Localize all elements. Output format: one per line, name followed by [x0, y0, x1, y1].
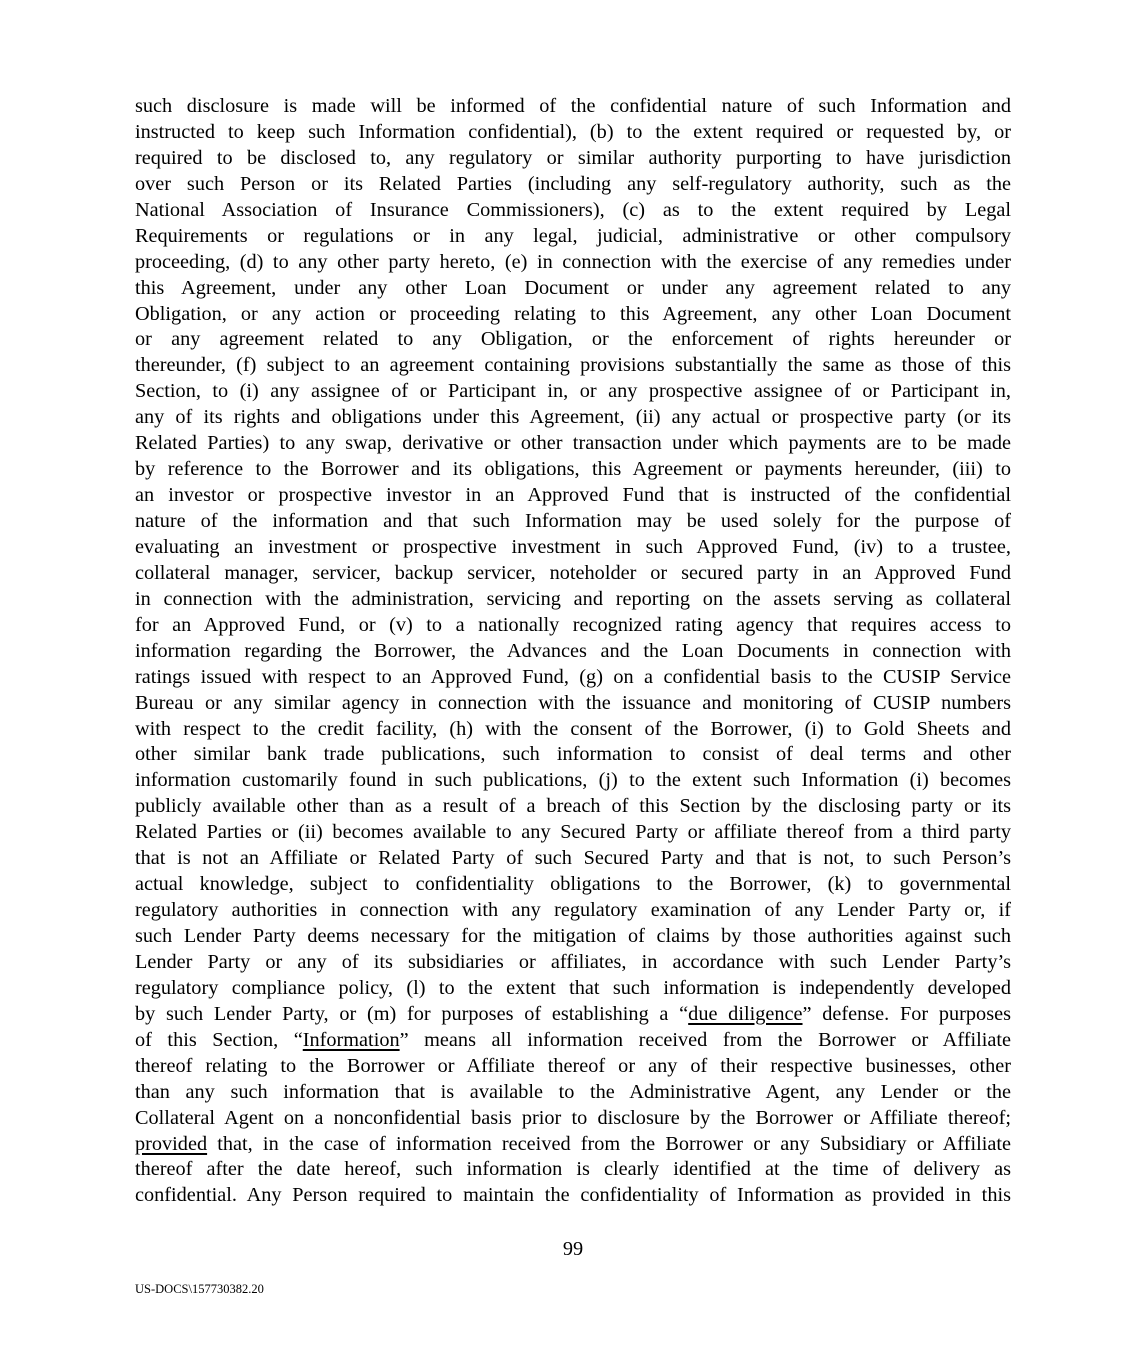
- text-run: collateral manager, servicer, backup servicer, noteholder or secured party in an Approved Fund: [135, 561, 1011, 584]
- text-run: of this Section, “: [135, 1028, 303, 1051]
- text-line: [135, 1106, 1011, 1132]
- text-run: thereof relating to the Borrower or Affiliate thereof or any of their respective businesses, other: [135, 1054, 1011, 1077]
- text-run: any of its rights and obligations under this Agreement, (ii) any actual or prospective party (or its: [135, 406, 1011, 429]
- text-run: regulatory authorities in connection with any regulatory examination of any Lender Party or, if: [135, 899, 1011, 922]
- text-line: [135, 1028, 1011, 1054]
- text-line: [135, 146, 1011, 172]
- text-line: [135, 794, 1011, 820]
- text-run: thereof after the date hereof, such information is clearly identified at the time of delivery as: [135, 1158, 1011, 1181]
- text-line: [135, 1132, 1011, 1158]
- text-line: [135, 1183, 1011, 1209]
- text-run: Bureau or any similar agency in connection with the issuance and monitoring of CUSIP numbers: [135, 691, 1011, 714]
- text-line: [135, 613, 1011, 639]
- text-run: actual knowledge, subject to confidentiality obligations to the Borrower, (k) to governmental: [135, 873, 1011, 896]
- text-line: [135, 691, 1011, 717]
- text-run: such disclosure is made will be informed of the confidential nature of such Information and: [135, 95, 1011, 117]
- text-run: National Association of Insurance Commissioners), (c) as to the extent required by Legal: [135, 198, 1011, 221]
- text-line: [135, 1002, 1011, 1028]
- text-run: or any agreement related to any Obligation, or the enforcement of rights hereunder or: [135, 328, 1011, 351]
- text-line: [135, 872, 1011, 898]
- text-line: [135, 172, 1011, 198]
- text-line: [135, 198, 1011, 224]
- text-run: publicly available other than as a result of a breach of this Section by the disclosing party or its: [135, 795, 1011, 818]
- text-run: an investor or prospective investor in an Approved Fund that is instructed of the confidential: [135, 484, 1011, 507]
- text-run: with respect to the credit facility, (h) with the consent of the Borrower, (i) to Gold Sheets and: [135, 717, 1011, 740]
- text-line: [135, 535, 1011, 561]
- text-run: proceeding, (d) to any other party hereto, (e) in connection with the exercise of any remedies under: [135, 250, 1011, 273]
- text-run: by reference to the Borrower and its obligations, this Agreement or payments hereunder, (iii) to: [135, 458, 1011, 481]
- text-run: instructed to keep such Information confidential), (b) to the extent required or requested by, or: [135, 120, 1011, 143]
- text-run: information customarily found in such publications, (j) to the extent such Information (i) becomes: [135, 769, 1011, 792]
- text-run: nature of the information and that such Information may be used solely for the purpose of: [135, 510, 1011, 532]
- text-line: [135, 924, 1011, 950]
- text-run: required to be disclosed to, any regulatory or similar authority purporting to have jurisdiction: [135, 146, 1011, 169]
- text-run: ” defense. For purposes: [802, 1002, 1011, 1025]
- text-line: [135, 742, 1011, 768]
- text-run: that, in the case of information received from the Borrower or any Subsidiary or Affiliate: [207, 1132, 1011, 1155]
- text-line: [135, 717, 1011, 743]
- text-run: confidential. Any Person required to maintain the confidentiality of Information as provided in this: [135, 1184, 1011, 1207]
- text-run: such Lender Party deems necessary for the mitigation of claims by those authorities against such: [135, 925, 1011, 947]
- document-id: US-DOCS\157730382.20: [135, 1282, 264, 1296]
- text-line: [135, 276, 1011, 302]
- text-line: [135, 431, 1011, 457]
- text-line: [135, 1054, 1011, 1080]
- body-paragraph: [135, 94, 1011, 1209]
- text-run: ratings issued with respect to an Approved Fund, (g) on a confidential basis to the CUSIP Service: [135, 665, 1011, 688]
- text-run: ” means all information received from the Borrower or Affiliate: [399, 1028, 1011, 1051]
- defined-term: Information: [302, 1028, 400, 1051]
- text-run: Related Parties or (ii) becomes available to any Secured Party or affiliate thereof from a third party: [135, 821, 1011, 844]
- text-line: [135, 457, 1011, 483]
- text-line: [135, 120, 1011, 146]
- text-line: [135, 94, 1011, 120]
- text-line: [135, 353, 1011, 379]
- text-run: that is not an Affiliate or Related Party of such Secured Party and that is not, to such Person’s: [135, 847, 1011, 870]
- text-line: [135, 483, 1011, 509]
- defined-term: provided: [135, 1132, 208, 1155]
- text-run: Section, to (i) any assignee of or Participant in, or any prospective assignee of or Participant in,: [135, 380, 1011, 403]
- text-run: Collateral Agent on a nonconfidential basis prior to disclosure by the Borrower or Affiliate thereof;: [135, 1106, 1011, 1129]
- text-run: Related Parties) to any swap, derivative or other transaction under which payments are to be made: [135, 432, 1011, 455]
- text-run: evaluating an investment or prospective investment in such Approved Fund, (iv) to a trustee,: [135, 535, 1011, 558]
- text-line: [135, 405, 1011, 431]
- text-run: thereunder, (f) subject to an agreement containing provisions substantially the same as those of this: [135, 354, 1011, 377]
- text-run: Lender Party or any of its subsidiaries or affiliates, in accordance with such Lender Party’s: [135, 950, 1011, 973]
- text-line: [135, 250, 1011, 276]
- page-number: 99: [562, 1238, 584, 1260]
- text-run: Obligation, or any action or proceeding relating to this Agreement, any other Loan Document: [135, 302, 1011, 325]
- text-line: [135, 665, 1011, 691]
- text-line: [135, 898, 1011, 924]
- text-run: than any such information that is available to the Administrative Agent, any Lender or the: [135, 1080, 1011, 1103]
- text-line: [135, 950, 1011, 976]
- text-line: [135, 820, 1011, 846]
- text-run: in connection with the administration, servicing and reporting on the assets serving as collateral: [135, 587, 1011, 610]
- defined-term: due diligence: [688, 1002, 803, 1025]
- text-run: information regarding the Borrower, the Advances and the Loan Documents in connection with: [135, 639, 1011, 662]
- text-run: other similar bank trade publications, such information to consist of deal terms and other: [135, 743, 1011, 766]
- text-line: [135, 379, 1011, 405]
- text-line: [135, 1080, 1011, 1106]
- text-line: [135, 639, 1011, 665]
- text-line: [135, 846, 1011, 872]
- text-run: regulatory compliance policy, (l) to the extent that such information is independently developed: [135, 976, 1011, 999]
- text-run: this Agreement, under any other Loan Document or under any agreement related to any: [135, 276, 1011, 299]
- text-line: [135, 587, 1011, 613]
- text-line: [135, 1157, 1011, 1183]
- text-line: [135, 327, 1011, 353]
- text-run: by such Lender Party, or (m) for purposes of establishing a “: [135, 1002, 689, 1025]
- text-run: Requirements or regulations or in any legal, judicial, administrative or other compulsory: [135, 224, 1011, 247]
- text-line: [135, 976, 1011, 1002]
- text-run: over such Person or its Related Parties (including any self-regulatory authority, such as the: [135, 172, 1011, 195]
- text-line: [135, 224, 1011, 250]
- text-line: [135, 509, 1011, 535]
- text-run: for an Approved Fund, or (v) to a nationally recognized rating agency that requires access to: [135, 613, 1011, 636]
- text-line: [135, 768, 1011, 794]
- text-line: [135, 302, 1011, 328]
- text-line: [135, 561, 1011, 587]
